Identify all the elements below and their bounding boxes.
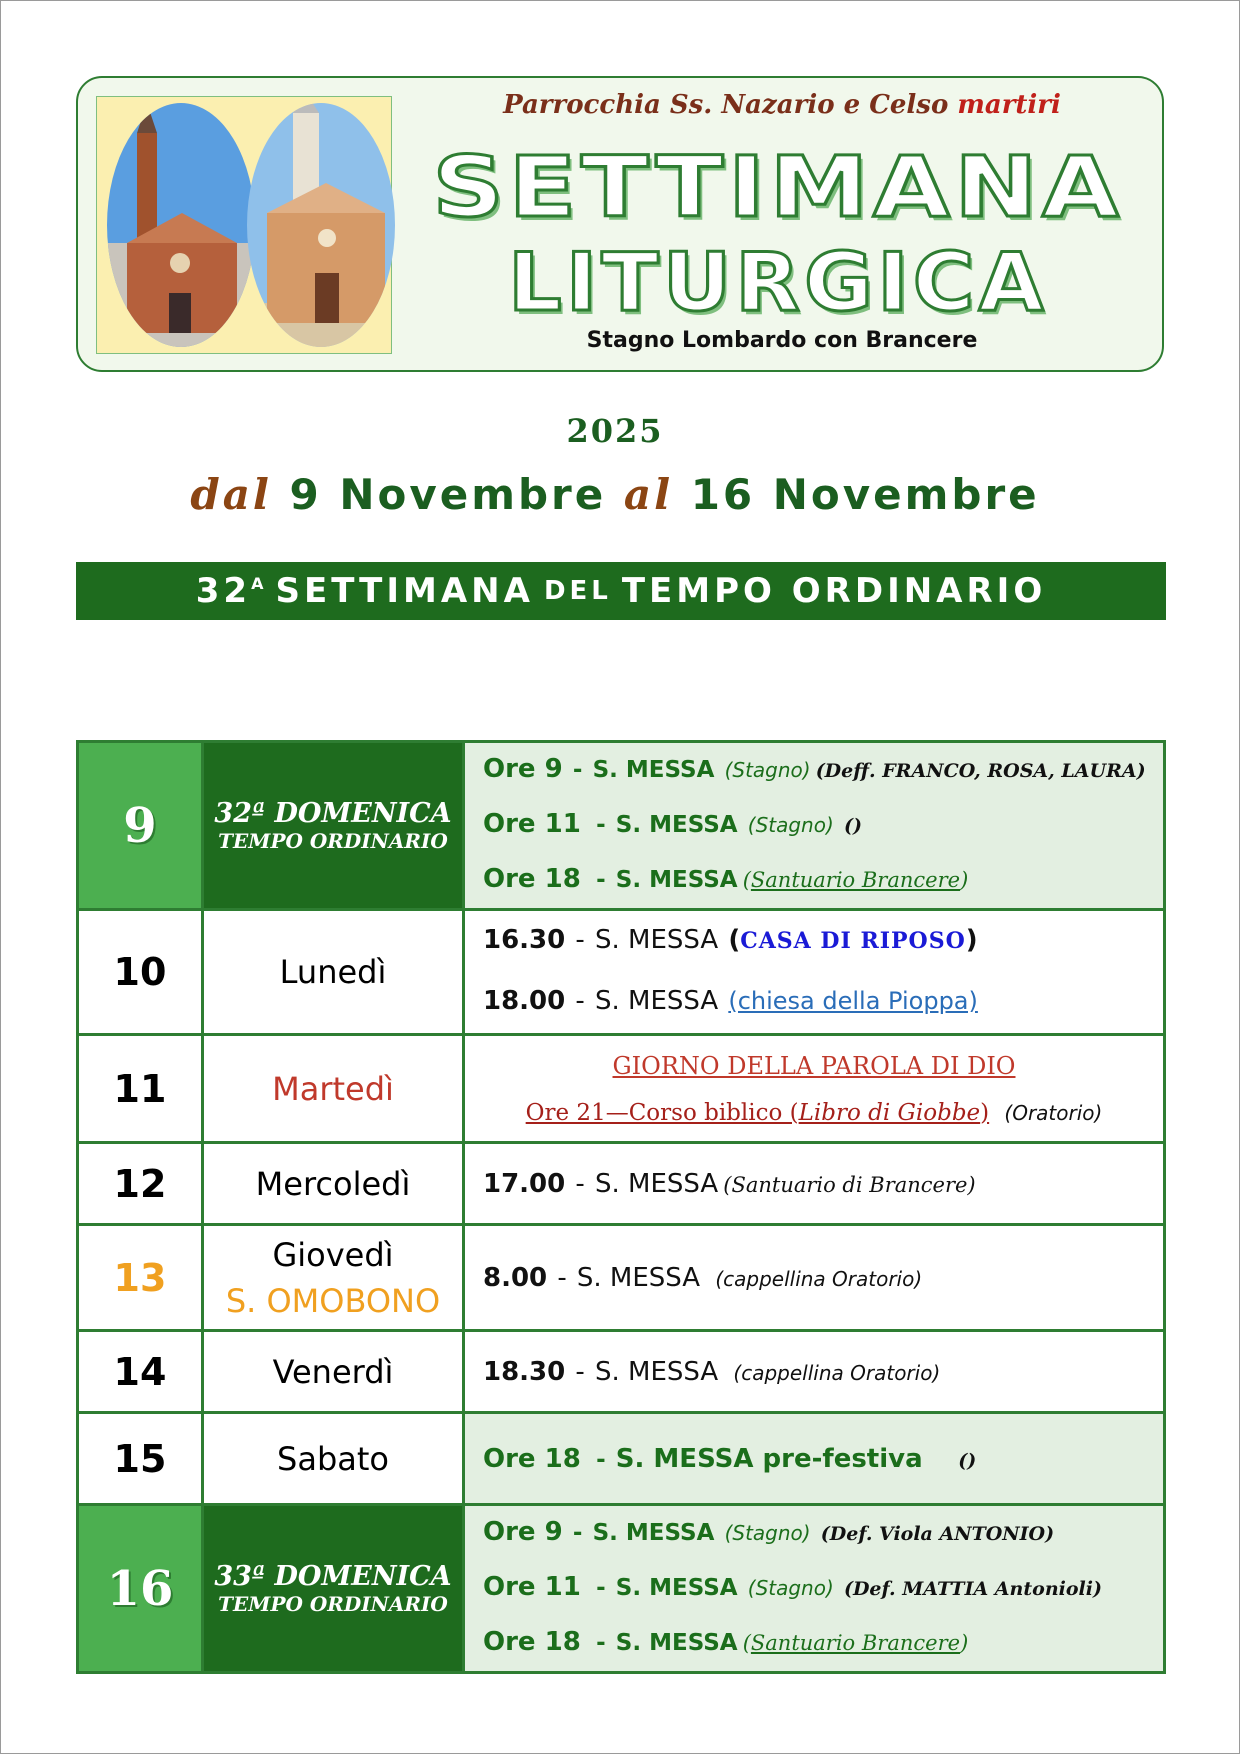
- events-cell: [464, 910, 1165, 1035]
- sunday-title: 33ª DOMENICA: [214, 1561, 452, 1592]
- event-text-close: ): [980, 1099, 990, 1126]
- event-book: Libro di Giobbe: [798, 1099, 981, 1126]
- events-cell: [464, 1225, 1165, 1331]
- event-type: S. MESSA: [594, 925, 719, 955]
- event-location-close: ): [960, 868, 969, 892]
- event-location: (Stagno): [747, 813, 834, 837]
- event-intention: (Def. Viola ANTONIO): [820, 1523, 1055, 1545]
- event-location: (Oratorio): [1004, 1100, 1103, 1125]
- event-sep: -: [557, 1262, 567, 1293]
- event-sep: -: [572, 1520, 583, 1546]
- event-line: [483, 1506, 1163, 1561]
- sunday-subtitle: TEMPO ORDINARIO: [218, 829, 448, 853]
- event-line: [483, 1263, 1163, 1293]
- event-type: S. MESSA: [594, 1168, 719, 1199]
- event-sep: -: [596, 867, 606, 893]
- event-location: (Santuario di Brancere): [723, 1172, 976, 1197]
- table-row-day-12: [78, 1143, 1165, 1225]
- event-sep: -: [596, 1446, 606, 1473]
- event-location: (chiesa della Pioppa): [728, 987, 978, 1015]
- banner-word-2: DEL: [543, 576, 612, 606]
- to-date: 16 Novembre: [690, 470, 1040, 519]
- to-word: al: [623, 470, 674, 519]
- event-heading: GIORNO DELLA PAROLA DI DIO: [612, 1051, 1016, 1080]
- year: 2025: [566, 412, 664, 450]
- event-type: S. MESSA: [592, 757, 715, 783]
- day-number: 16: [78, 1505, 203, 1673]
- event-location: (cappellina Oratorio): [715, 1266, 923, 1291]
- event-type: S. MESSA: [615, 1630, 738, 1656]
- event-location-open: (: [728, 925, 741, 955]
- day-name: Martedì: [203, 1035, 464, 1143]
- table-row-day-15: [78, 1413, 1165, 1505]
- event-type: S. MESSA: [594, 1356, 719, 1387]
- event-sep: -: [575, 986, 585, 1016]
- church-photo-stagno: [107, 103, 255, 347]
- day-name-text: Giovedì: [272, 1235, 394, 1274]
- event-location: CASA DI RIPOSO: [740, 928, 966, 954]
- event-line: [483, 972, 1163, 1033]
- event-time: Ore 9: [483, 754, 563, 784]
- event-time: 8.00: [483, 1262, 548, 1293]
- event-time: 18.30: [483, 1356, 566, 1387]
- events-cell: [464, 1505, 1165, 1673]
- parish-name-accent: martiri: [957, 90, 1061, 120]
- day-name: Venerdì: [203, 1331, 464, 1413]
- event-line: [483, 911, 1163, 972]
- event-line: [483, 1444, 1163, 1474]
- banner-word-1: SETTIMANA: [275, 571, 534, 611]
- day-number: 10: [78, 910, 203, 1035]
- event-location: Santuario Brancere: [750, 1631, 961, 1655]
- event-sep: -: [575, 925, 585, 955]
- events-cell: [464, 1331, 1165, 1413]
- events-cell: [464, 1143, 1165, 1225]
- event-line: [483, 743, 1163, 798]
- event-time: 17.00: [483, 1168, 566, 1199]
- event-intention: (): [843, 815, 862, 837]
- day-name: [203, 1505, 464, 1673]
- title-line-1: SETTIMANA: [432, 138, 1124, 236]
- event-location: (cappellina Oratorio): [733, 1360, 941, 1385]
- event-type: S. MESSA: [576, 1262, 701, 1293]
- table-row-day-13: [78, 1225, 1165, 1331]
- day-name: [203, 1225, 464, 1331]
- parish-name-main: Parrocchia Ss. Nazario e Celso: [503, 90, 949, 120]
- header-box: [76, 76, 1164, 372]
- table-row-day-11: [78, 1035, 1165, 1143]
- event-type: S. MESSA pre-festiva: [615, 1443, 923, 1474]
- event-location: (Stagno): [724, 1521, 811, 1545]
- event-time: Ore 9: [483, 1517, 563, 1547]
- event-line: [483, 1561, 1163, 1616]
- event-time: Ore 18: [483, 1627, 581, 1657]
- event-location: (Stagno): [724, 758, 811, 782]
- event-line: [483, 1616, 1163, 1671]
- banner-number: 32: [195, 571, 252, 611]
- event-text: Ore 21—Corso biblico (: [525, 1099, 799, 1126]
- event-sep: -: [596, 812, 606, 838]
- day-number: 9: [78, 742, 203, 910]
- event-time: 18.00: [483, 986, 566, 1016]
- day-name: [203, 742, 464, 910]
- event-line: [483, 853, 1163, 908]
- day-name: Sabato: [203, 1413, 464, 1505]
- event-line: [465, 1091, 1163, 1137]
- event-sep: -: [575, 1168, 585, 1199]
- event-type: S. MESSA: [594, 986, 719, 1016]
- from-word: dal: [190, 470, 272, 519]
- event-sep: -: [596, 1575, 606, 1601]
- event-line: [483, 798, 1163, 853]
- from-date: 9 Novembre: [289, 470, 607, 519]
- event-line: [483, 1169, 1163, 1199]
- event-time: Ore 11: [483, 809, 581, 839]
- banner-word-3: TEMPO ORDINARIO: [621, 571, 1047, 611]
- events-cell: [464, 1035, 1165, 1143]
- saint-name: S. OMOBONO: [225, 1281, 441, 1320]
- event-location: Santuario Brancere: [750, 868, 961, 892]
- table-row-day-9: [78, 742, 1165, 910]
- title-line-2: LITURGICA: [508, 236, 1048, 329]
- sunday-subtitle: TEMPO ORDINARIO: [218, 1592, 448, 1616]
- schedule-table: [76, 740, 1166, 1674]
- event-intention: (Deff. FRANCO, ROSA, LAURA): [815, 760, 1146, 782]
- day-number: 15: [78, 1413, 203, 1505]
- day-number: 13: [78, 1225, 203, 1331]
- event-type: S. MESSA: [615, 812, 738, 838]
- sunday-title: 32ª DOMENICA: [214, 798, 452, 829]
- events-cell: [464, 1413, 1165, 1505]
- event-time: 16.30: [483, 925, 566, 955]
- event-sep: -: [572, 757, 583, 783]
- event-time: Ore 18: [483, 1443, 581, 1474]
- event-type: S. MESSA: [615, 1575, 738, 1601]
- banner-sup: A: [251, 573, 268, 593]
- event-type: S. MESSA: [615, 867, 738, 893]
- table-row-day-14: [78, 1331, 1165, 1413]
- event-intention: (Def. MATTIA Antonioli): [843, 1578, 1102, 1600]
- event-location-open: (: [742, 868, 751, 892]
- day-name: Lunedì: [203, 910, 464, 1035]
- event-intention: (): [958, 1449, 977, 1472]
- event-type: S. MESSA: [592, 1520, 715, 1546]
- event-location: (Stagno): [747, 1576, 834, 1600]
- event-sep: -: [596, 1630, 606, 1656]
- subtitle: Stagno Lombardo con Brancere: [586, 328, 978, 353]
- table-row-day-16: [78, 1505, 1165, 1673]
- event-sep: -: [575, 1356, 585, 1387]
- event-time: Ore 18: [483, 864, 581, 894]
- event-location-close: ): [965, 925, 978, 955]
- day-number: 11: [78, 1035, 203, 1143]
- day-number: 12: [78, 1143, 203, 1225]
- event-time: Ore 11: [483, 1572, 581, 1602]
- event-location-close: ): [960, 1631, 969, 1655]
- event-line: [483, 1357, 1163, 1387]
- day-name: Mercoledì: [203, 1143, 464, 1225]
- events-cell: [464, 742, 1165, 910]
- date-range: [0, 470, 1230, 519]
- week-banner: [76, 562, 1166, 620]
- event-location-open: (: [742, 1631, 751, 1655]
- day-number: 14: [78, 1331, 203, 1413]
- parish-name: [408, 90, 1156, 120]
- table-row-day-10: [78, 910, 1165, 1035]
